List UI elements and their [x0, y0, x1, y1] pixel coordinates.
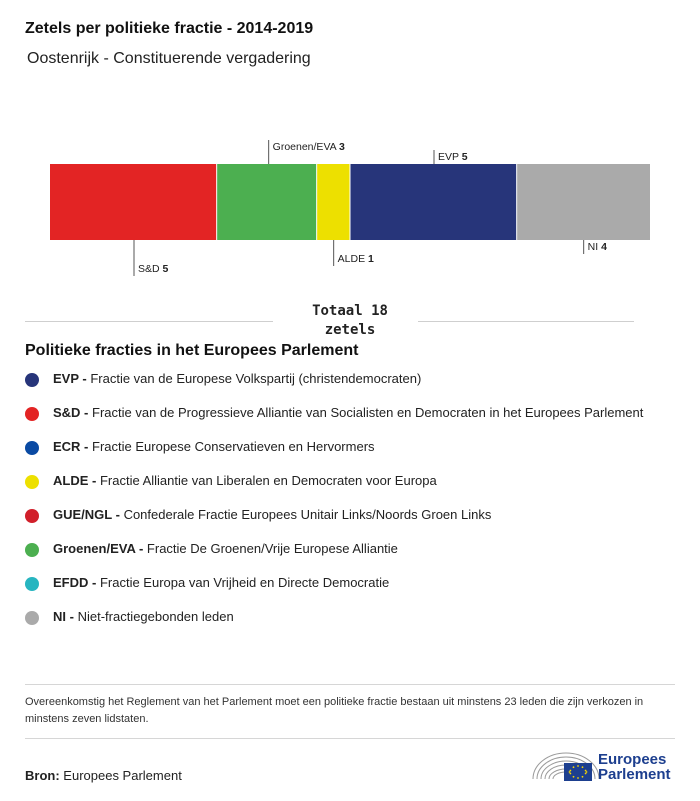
- legend-item: [25, 574, 665, 593]
- segment-label-name: EVP: [438, 151, 462, 163]
- bar-segment-ni: [517, 164, 650, 240]
- bar-segment-s-d: [50, 164, 217, 240]
- legend-color-dot: [25, 611, 39, 625]
- legend-description: Fractie De Groenen/Vrije Europese Alliantie: [146, 541, 398, 556]
- segment-label: [588, 241, 607, 253]
- legend-description: Fractie Europese Conservatieven en Hervormers: [92, 439, 375, 454]
- bar-segment-evp: [350, 164, 517, 240]
- legend-abbr: Groenen/EVA -: [53, 541, 144, 556]
- segment-label: [138, 263, 169, 275]
- legend-item: [25, 438, 665, 457]
- legend-description: Fractie Alliantie van Liberalen en Democraten voor Europa: [99, 473, 437, 488]
- legend-description: Fractie van de Europese Volkspartij (christendemocraten): [90, 371, 422, 386]
- segment-label-name: Groenen/EVA: [272, 141, 340, 153]
- segment-label-value: 5: [162, 263, 169, 275]
- legend-color-dot: [25, 509, 39, 523]
- legend-color-dot: [25, 373, 39, 387]
- legend-color-dot: [25, 577, 39, 591]
- logo-line-2: Parlement: [598, 766, 671, 783]
- segment-label-value: 1: [368, 253, 374, 265]
- source-label: Bron:: [25, 768, 60, 783]
- logo-wordmark: [598, 752, 671, 782]
- legend-color-dot: [25, 407, 39, 421]
- legend-description: Fractie Europa van Vrijheid en Directe Democratie: [99, 575, 390, 590]
- segment-label: [438, 151, 468, 163]
- chart-title: Zetels per politieke fractie - 2014-2019: [25, 20, 314, 37]
- legend-list: [25, 370, 665, 642]
- segment-label-value: 3: [339, 141, 345, 153]
- legend-abbr: EVP -: [53, 371, 87, 386]
- total-divider-left: [25, 321, 273, 322]
- legend-item: [25, 472, 665, 491]
- legend-item: [25, 506, 665, 525]
- seat-bar-chart: [0, 130, 700, 290]
- segment-label-name: S&D: [138, 263, 163, 275]
- segment-label-name: ALDE: [337, 253, 369, 265]
- source-value: Europees Parlement: [63, 768, 182, 783]
- legend-description: Confederale Fractie Europees Unitair Links/Noords Groen Links: [123, 507, 492, 522]
- legend-title: Politieke fracties in het Europees Parlement: [25, 342, 359, 359]
- chart-subtitle: Oostenrijk - Constituerende vergadering: [27, 50, 311, 67]
- legend-abbr: GUE/NGL -: [53, 507, 120, 522]
- total-seats-label: Totaal 18 zetels: [312, 303, 388, 338]
- legend-abbr: S&D -: [53, 405, 89, 420]
- footnote: Overeenkomstig het Reglement van het Parlement moet een politieke fractie bestaan uit minstens 23 leden die zijn verkozen in minstens zeven lidstaten.: [25, 684, 675, 739]
- legend-color-dot: [25, 543, 39, 557]
- bar-segment-alde: [317, 164, 350, 240]
- bar-segment-groenen-eva: [217, 164, 317, 240]
- segment-label: [273, 141, 345, 153]
- legend-color-dot: [25, 441, 39, 455]
- segment-label-value: 4: [601, 241, 607, 253]
- legend-abbr: EFDD -: [53, 575, 97, 590]
- legend-item: [25, 370, 665, 389]
- legend-item: [25, 540, 665, 559]
- segment-label: [338, 253, 374, 265]
- total-divider-right: [418, 321, 634, 322]
- source-line: [25, 768, 182, 783]
- legend-item: [25, 404, 665, 423]
- legend-description: Niet-fractiegebonden leden: [77, 609, 234, 624]
- legend-description: Fractie van de Progressieve Alliantie van Socialisten en Democraten in het Europees Parlement: [92, 405, 644, 420]
- legend-abbr: NI -: [53, 609, 74, 624]
- legend-item: [25, 608, 665, 627]
- legend-color-dot: [25, 475, 39, 489]
- segment-label-name: NI: [587, 241, 602, 253]
- legend-abbr: ECR -: [53, 439, 89, 454]
- segment-label-value: 5: [461, 151, 468, 163]
- legend-abbr: ALDE -: [53, 473, 97, 488]
- logo-line-1: Europees: [598, 751, 667, 768]
